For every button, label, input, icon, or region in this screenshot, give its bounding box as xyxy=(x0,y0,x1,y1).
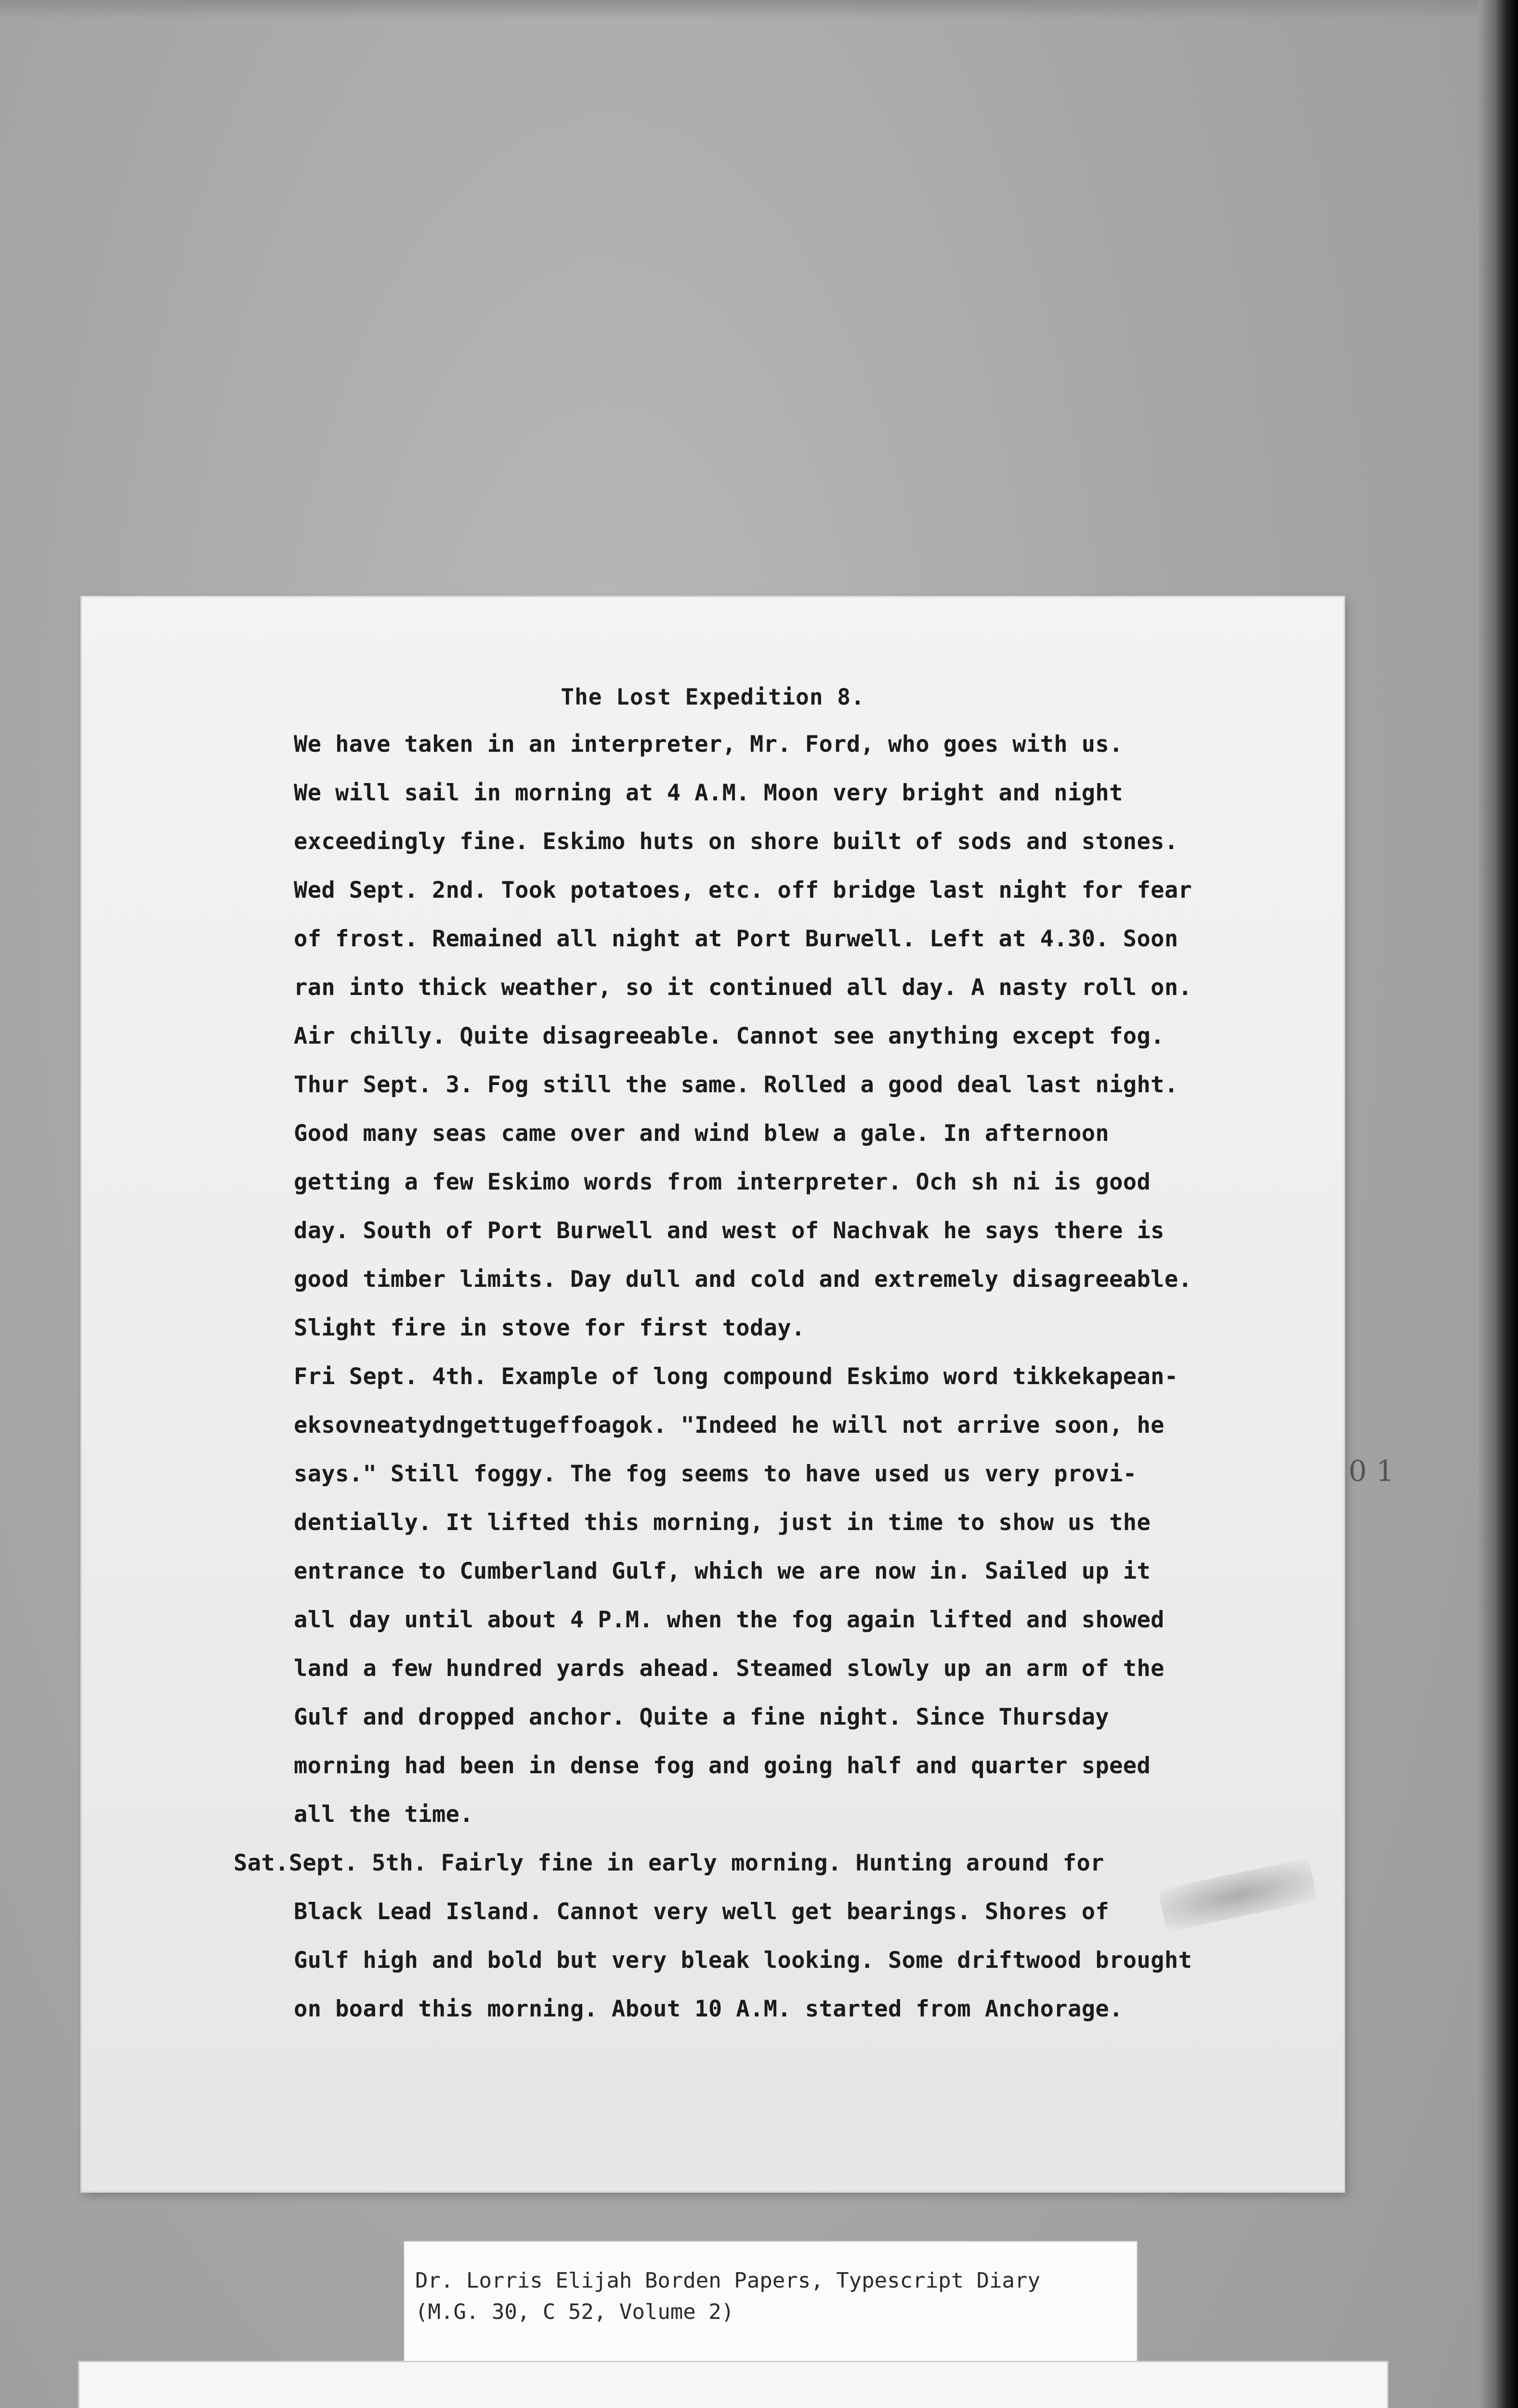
scan-border-top xyxy=(0,0,1518,19)
text-line: We have taken in an interpreter, Mr. Ford, who goes with us. xyxy=(294,731,1123,758)
typescript-page xyxy=(82,597,1344,2191)
text-line: day. South of Port Burwell and west of Nachvak he says there is xyxy=(294,1217,1165,1244)
call-label-line: Dr. Lorris Elijah Borden Papers, Typescript Diary xyxy=(415,2268,1041,2293)
text-line: We will sail in morning at 4 A.M. Moon very bright and night xyxy=(294,780,1123,806)
text-line: Wed Sept. 2nd. Took potatoes, etc. off bridge last night for fear xyxy=(294,877,1192,903)
text-line: all the time. xyxy=(294,1801,474,1828)
call-number-label xyxy=(405,2242,1137,2362)
text-line: all day until about 4 P.M. when the fog again lifted and showed xyxy=(294,1607,1165,1633)
call-label-line: (M.G. 30, C 52, Volume 2) xyxy=(415,2300,734,2324)
scan-right-edge xyxy=(1479,0,1518,2408)
text-line: Sat.Sept. 5th. Fairly fine in early morning. Hunting around for xyxy=(234,1850,1104,1876)
text-line: on board this morning. About 10 A.M. started from Anchorage. xyxy=(294,1996,1123,2022)
text-line: exceedingly fine. Eskimo huts on shore built of sods and stones. xyxy=(294,828,1178,855)
text-line: Black Lead Island. Cannot very well get bearings. Shores of xyxy=(294,1898,1110,1925)
text-line: Thur Sept. 3. Fog still the same. Rolled a good deal last night. xyxy=(294,1072,1178,1098)
text-line: Gulf and dropped anchor. Quite a fine night. Since Thursday xyxy=(294,1704,1110,1730)
text-line: entrance to Cumberland Gulf, which we are now in. Sailed up it xyxy=(294,1558,1151,1584)
text-line: morning had been in dense fog and going half and quarter speed xyxy=(294,1753,1151,1779)
text-line: eksovneatydngettugeffoagok. "Indeed he will not arrive soon, he xyxy=(294,1412,1165,1439)
text-line: land a few hundred yards ahead. Steamed slowly up an arm of the xyxy=(294,1655,1165,1682)
page-title: The Lost Expedition 8. xyxy=(561,684,865,710)
text-line: Good many seas came over and wind blew a gale. In afternoon xyxy=(294,1120,1110,1147)
text-line: of frost. Remained all night at Port Burwell. Left at 4.30. Soon xyxy=(294,926,1178,952)
diary-entries xyxy=(234,720,1305,2033)
text-line: getting a few Eskimo words from interpreter. Och sh ni is good xyxy=(294,1169,1151,1195)
text-line: Slight fire in stove for first today. xyxy=(294,1315,805,1341)
text-line: good timber limits. Day dull and cold and extremely disagreeable. xyxy=(294,1266,1192,1293)
margin-pencil-note: 0 1 xyxy=(1348,1454,1395,1488)
text-line: Gulf high and bold but very bleak looking. Some driftwood brought xyxy=(294,1947,1192,1974)
text-line: ran into thick weather, so it continued all day. A nasty roll on. xyxy=(294,974,1192,1001)
archive-card xyxy=(79,2362,1387,2408)
text-line: Fri Sept. 4th. Example of long compound Eskimo word tikkekapean- xyxy=(294,1363,1178,1390)
text-line: dentially. It lifted this morning, just in time to show us the xyxy=(294,1509,1151,1536)
text-line: says." Still foggy. The fog seems to have used us very provi- xyxy=(294,1461,1137,1487)
text-line: Air chilly. Quite disagreeable. Cannot see anything except fog. xyxy=(294,1023,1165,1049)
